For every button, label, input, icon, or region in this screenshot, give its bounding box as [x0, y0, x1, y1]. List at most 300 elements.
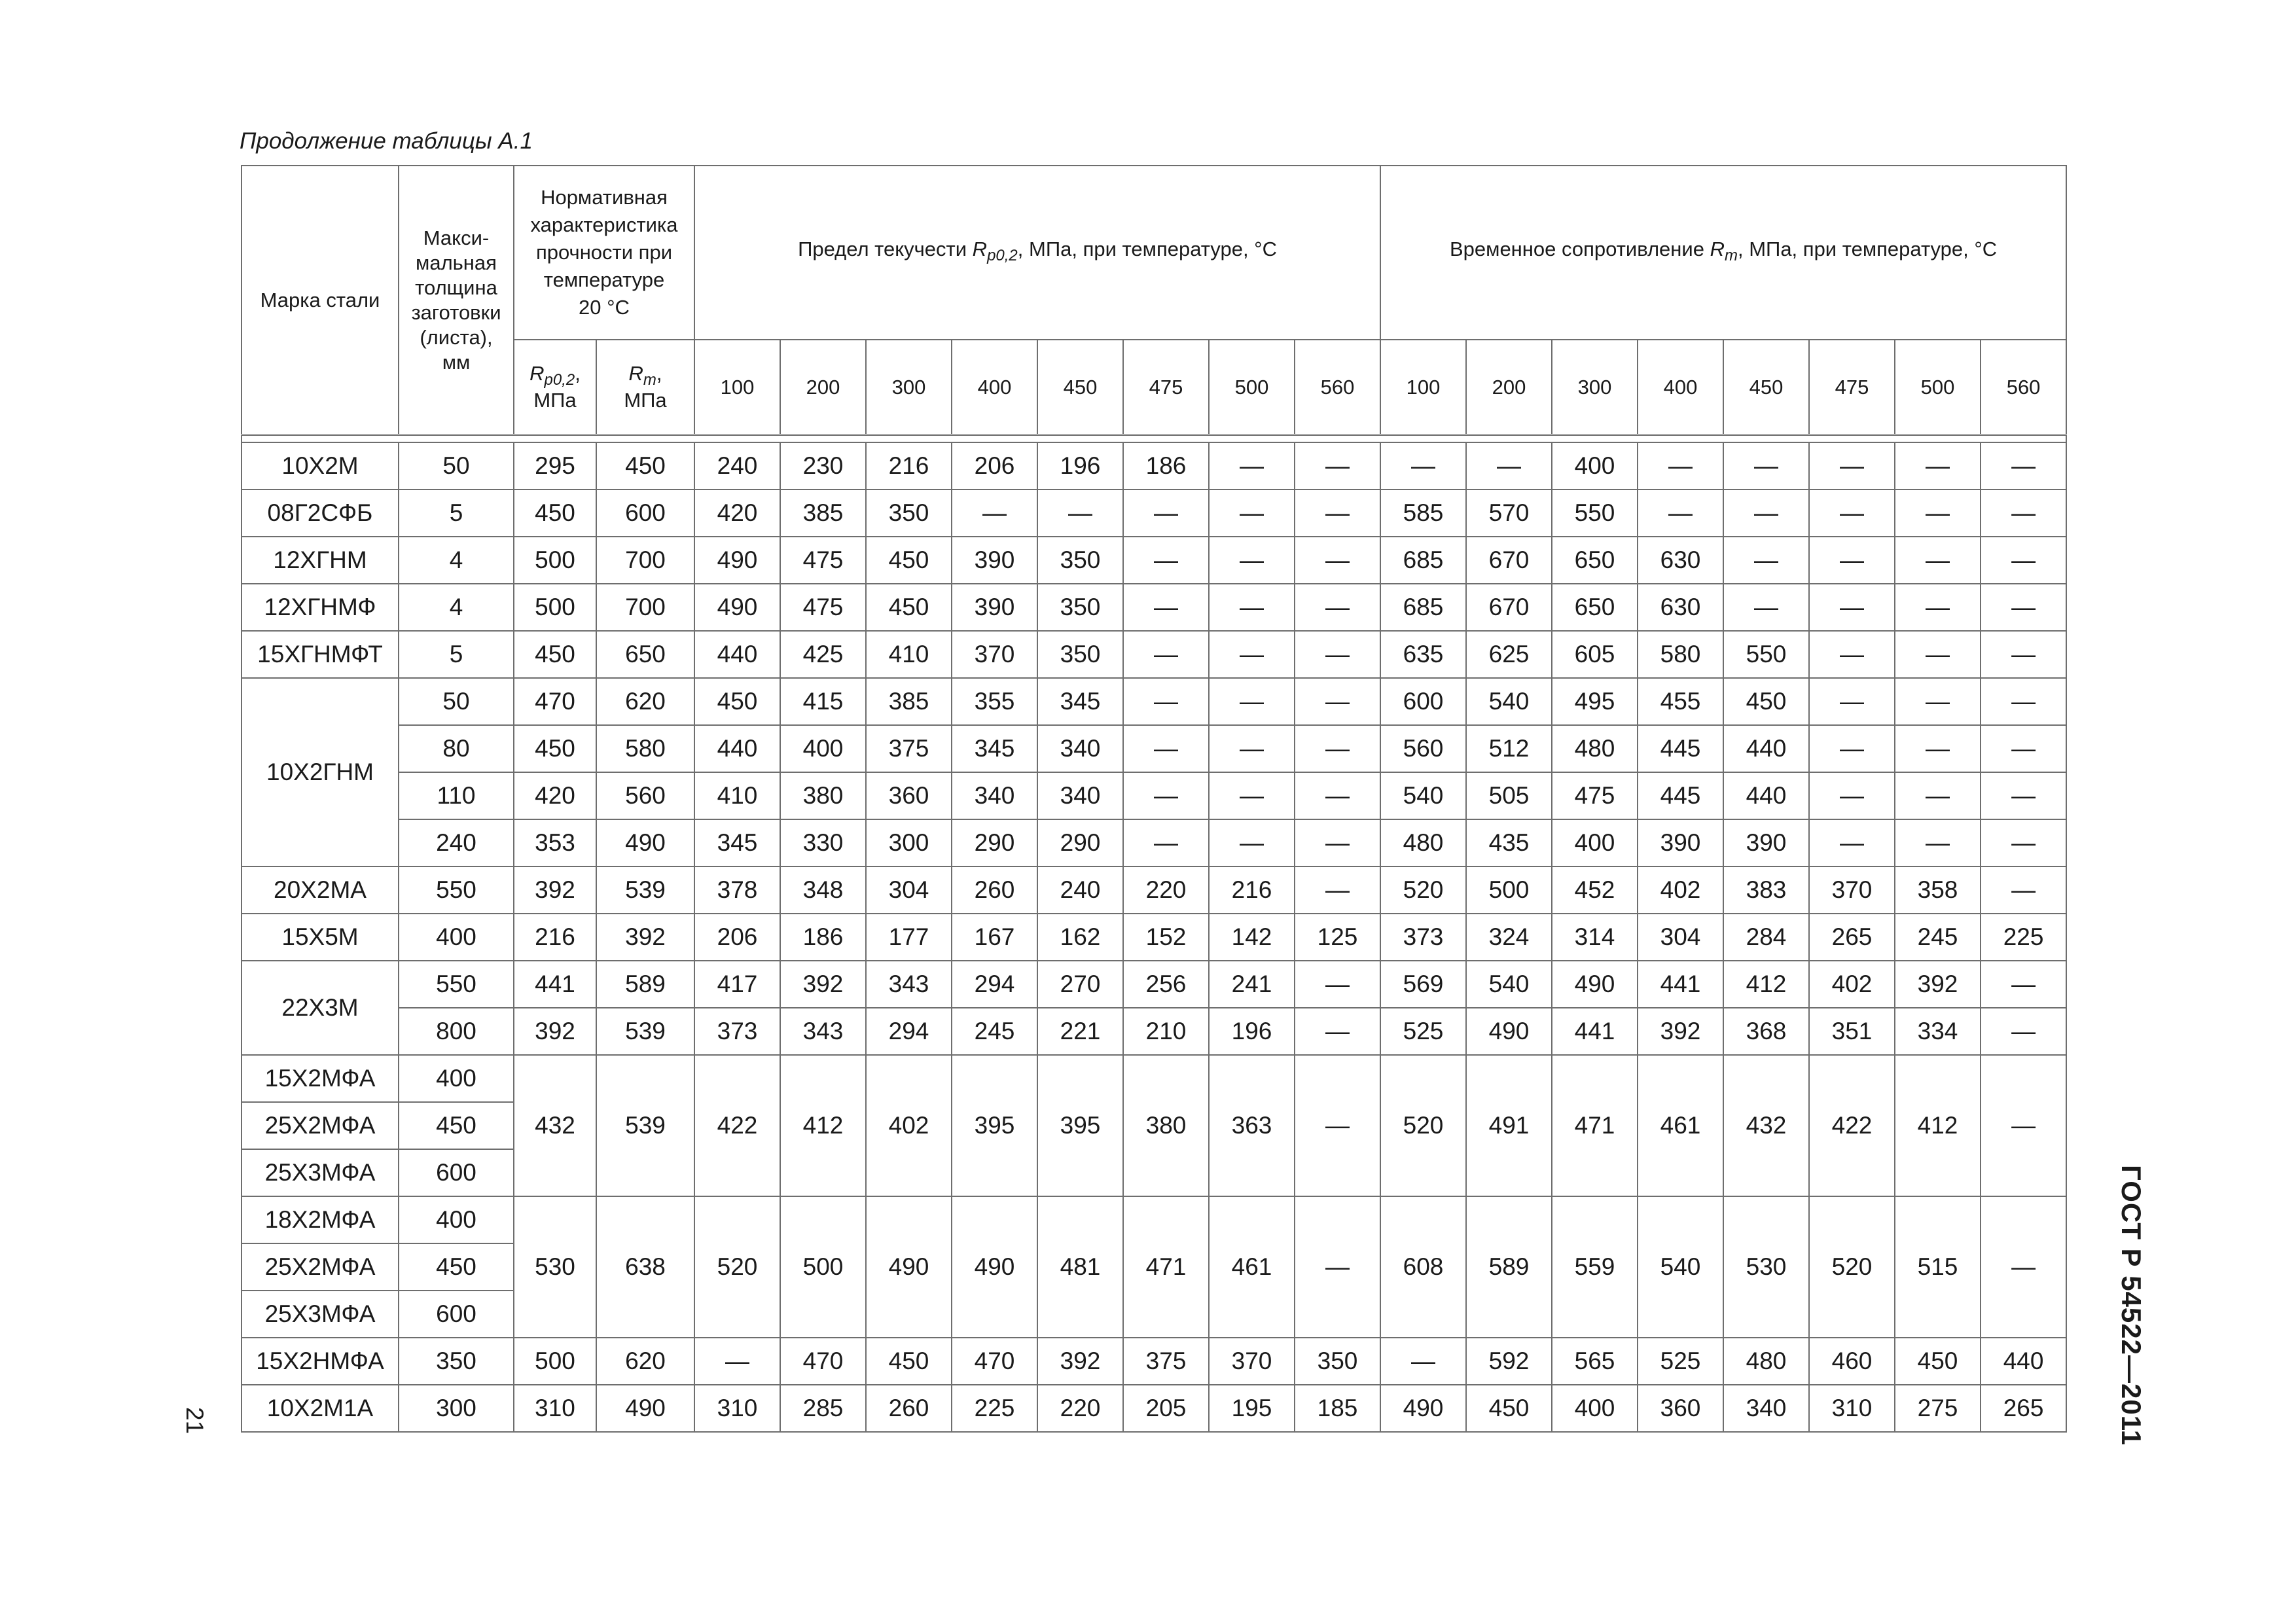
- cell-yield: 370: [952, 631, 1037, 678]
- cell-yield: 220: [1037, 1385, 1123, 1432]
- cell-yield: 475: [780, 584, 866, 631]
- cell-yield: —: [1295, 631, 1380, 678]
- cell-yield: —: [1209, 584, 1295, 631]
- cell-tensile: 351: [1809, 1008, 1895, 1055]
- cell-tensile: 340: [1723, 1385, 1809, 1432]
- cell-tensile: 580: [1638, 631, 1723, 678]
- cell-tensile: 334: [1895, 1008, 1981, 1055]
- cell-tensile: 390: [1638, 819, 1723, 866]
- cell-yield: 370: [1209, 1338, 1295, 1385]
- cell-yield: 210: [1123, 1008, 1209, 1055]
- header-thickness: Макси- мальная толщина заготовки (листа), мм: [399, 166, 514, 435]
- cell-tensile: 608: [1380, 1196, 1466, 1338]
- cell-tensile: 383: [1723, 866, 1809, 914]
- cell-rm-20c: 650: [596, 631, 694, 678]
- cell-thickness: 600: [399, 1291, 514, 1338]
- cell-tensile: 441: [1552, 1008, 1638, 1055]
- cell-yield: 395: [952, 1055, 1037, 1196]
- cell-tensile: 441: [1638, 961, 1723, 1008]
- cell-tensile: 435: [1466, 819, 1552, 866]
- header-tensile-temp: 500: [1895, 340, 1981, 435]
- cell-tensile: 445: [1638, 725, 1723, 772]
- cell-thickness: 80: [399, 725, 514, 772]
- cell-thickness: 400: [399, 1055, 514, 1102]
- cell-tensile: —: [1809, 725, 1895, 772]
- cell-tensile: 515: [1895, 1196, 1981, 1338]
- cell-tensile: —: [1638, 490, 1723, 537]
- cell-tensile: 570: [1466, 490, 1552, 537]
- cell-yield: —: [1295, 442, 1380, 490]
- cell-grade: 15Х5М: [242, 914, 399, 961]
- cell-yield: 345: [952, 725, 1037, 772]
- separator: [242, 435, 2066, 443]
- cell-rm-20c: 450: [596, 442, 694, 490]
- cell-thickness: 4: [399, 584, 514, 631]
- cell-yield: 350: [1037, 631, 1123, 678]
- cell-thickness: 450: [399, 1102, 514, 1149]
- cell-tensile: —: [1809, 819, 1895, 866]
- cell-tensile: —: [1895, 678, 1981, 725]
- cell-tensile: —: [1723, 490, 1809, 537]
- cell-grade: 15Х2НМФА: [242, 1338, 399, 1385]
- cell-tensile: —: [1981, 1008, 2066, 1055]
- cell-tensile: 550: [1552, 490, 1638, 537]
- cell-tensile: —: [1981, 725, 2066, 772]
- cell-tensile: 450: [1466, 1385, 1552, 1432]
- header-rp02: $R_{р0,2}$, МПа: [514, 340, 596, 435]
- cell-thickness: 550: [399, 961, 514, 1008]
- cell-yield: 343: [866, 961, 952, 1008]
- cell-rm-20c: 560: [596, 772, 694, 819]
- cell-yield: 400: [780, 725, 866, 772]
- cell-yield: —: [1295, 1055, 1380, 1196]
- cell-tensile: —: [1981, 1055, 2066, 1196]
- cell-thickness: 400: [399, 914, 514, 961]
- header-norm-strength: Нормативная характеристика прочности при температуре 20 °С: [514, 166, 694, 340]
- header-tensile-temp: 475: [1809, 340, 1895, 435]
- header-tensile-temp: 200: [1466, 340, 1552, 435]
- cell-yield: 450: [866, 537, 952, 584]
- cell-rp02-20c: 420: [514, 772, 596, 819]
- cell-yield: 340: [1037, 772, 1123, 819]
- cell-yield: 195: [1209, 1385, 1295, 1432]
- cell-rm-20c: 700: [596, 584, 694, 631]
- cell-yield: 142: [1209, 914, 1295, 961]
- cell-tensile: —: [1809, 678, 1895, 725]
- cell-rp02-20c: 500: [514, 584, 596, 631]
- cell-tensile: —: [1809, 537, 1895, 584]
- cell-tensile: —: [1723, 442, 1809, 490]
- header-tensile-temp: 400: [1638, 340, 1723, 435]
- cell-yield: 450: [866, 1338, 952, 1385]
- cell-yield: 125: [1295, 914, 1380, 961]
- cell-thickness: 50: [399, 442, 514, 490]
- cell-yield: 440: [694, 725, 780, 772]
- header-yield-temp: 500: [1209, 340, 1295, 435]
- cell-tensile: 455: [1638, 678, 1723, 725]
- header-yield-temp: 100: [694, 340, 780, 435]
- header-tensile-temp: 100: [1380, 340, 1466, 435]
- cell-tensile: 440: [1723, 725, 1809, 772]
- cell-grade: 10Х2М: [242, 442, 399, 490]
- cell-tensile: 225: [1981, 914, 2066, 961]
- cell-yield: —: [1209, 537, 1295, 584]
- cell-tensile: 461: [1638, 1055, 1723, 1196]
- cell-thickness: 240: [399, 819, 514, 866]
- cell-rm-20c: 539: [596, 1055, 694, 1196]
- cell-tensile: 402: [1809, 961, 1895, 1008]
- cell-tensile: —: [1981, 537, 2066, 584]
- header-yield-strength: Предел текучести $R_{р0,2}$, МПа, при температуре, °С: [694, 166, 1380, 340]
- cell-tensile: 314: [1552, 914, 1638, 961]
- cell-yield: 225: [952, 1385, 1037, 1432]
- cell-yield: 440: [694, 631, 780, 678]
- cell-rm-20c: 580: [596, 725, 694, 772]
- cell-yield: 340: [952, 772, 1037, 819]
- cell-tensile: 412: [1895, 1055, 1981, 1196]
- cell-yield: 363: [1209, 1055, 1295, 1196]
- cell-yield: 245: [952, 1008, 1037, 1055]
- cell-yield: 343: [780, 1008, 866, 1055]
- cell-yield: 350: [1295, 1338, 1380, 1385]
- cell-tensile: 460: [1809, 1338, 1895, 1385]
- cell-yield: 240: [694, 442, 780, 490]
- cell-tensile: —: [1809, 442, 1895, 490]
- cell-thickness: 450: [399, 1243, 514, 1291]
- cell-yield: 216: [1209, 866, 1295, 914]
- cell-tensile: 392: [1895, 961, 1981, 1008]
- table-row: [242, 1055, 2066, 1102]
- cell-tensile: —: [1981, 584, 2066, 631]
- cell-tensile: 450: [1895, 1338, 1981, 1385]
- cell-yield: 395: [1037, 1055, 1123, 1196]
- cell-yield: —: [952, 490, 1037, 537]
- cell-tensile: 490: [1466, 1008, 1552, 1055]
- cell-tensile: —: [1466, 442, 1552, 490]
- cell-rm-20c: 392: [596, 914, 694, 961]
- cell-grade: 20Х2МА: [242, 866, 399, 914]
- cell-yield: 392: [780, 961, 866, 1008]
- cell-tensile: —: [1981, 961, 2066, 1008]
- cell-grade: 18Х2МФА: [242, 1196, 399, 1243]
- cell-tensile: —: [1809, 772, 1895, 819]
- table-row: [242, 678, 2066, 725]
- cell-yield: 260: [952, 866, 1037, 914]
- cell-yield: 285: [780, 1385, 866, 1432]
- cell-tensile: —: [1981, 678, 2066, 725]
- cell-tensile: 358: [1895, 866, 1981, 914]
- cell-yield: —: [1295, 772, 1380, 819]
- cell-yield: 415: [780, 678, 866, 725]
- cell-yield: —: [1295, 961, 1380, 1008]
- cell-rp02-20c: 392: [514, 866, 596, 914]
- cell-tensile: 585: [1380, 490, 1466, 537]
- cell-yield: 206: [694, 914, 780, 961]
- cell-yield: 375: [1123, 1338, 1209, 1385]
- cell-tensile: 540: [1466, 678, 1552, 725]
- cell-tensile: 540: [1466, 961, 1552, 1008]
- cell-tensile: —: [1981, 772, 2066, 819]
- cell-yield: 470: [780, 1338, 866, 1385]
- cell-yield: —: [1295, 537, 1380, 584]
- cell-yield: 390: [952, 537, 1037, 584]
- cell-rm-20c: 638: [596, 1196, 694, 1338]
- cell-yield: 177: [866, 914, 952, 961]
- cell-yield: —: [1295, 678, 1380, 725]
- table-row: [242, 537, 2066, 584]
- table-row: [242, 1385, 2066, 1432]
- cell-yield: 412: [780, 1055, 866, 1196]
- cell-grade: 15Х2МФА: [242, 1055, 399, 1102]
- cell-yield: 230: [780, 442, 866, 490]
- cell-tensile: 400: [1552, 1385, 1638, 1432]
- cell-tensile: 480: [1552, 725, 1638, 772]
- cell-tensile: 422: [1809, 1055, 1895, 1196]
- cell-tensile: 390: [1723, 819, 1809, 866]
- cell-yield: 402: [866, 1055, 952, 1196]
- cell-yield: 380: [780, 772, 866, 819]
- cell-yield: 392: [1037, 1338, 1123, 1385]
- cell-tensile: 565: [1552, 1338, 1638, 1385]
- cell-yield: 520: [694, 1196, 780, 1338]
- cell-rp02-20c: 392: [514, 1008, 596, 1055]
- cell-yield: —: [1037, 490, 1123, 537]
- cell-tensile: 670: [1466, 537, 1552, 584]
- cell-tensile: 625: [1466, 631, 1552, 678]
- cell-tensile: —: [1380, 1338, 1466, 1385]
- cell-rp02-20c: 295: [514, 442, 596, 490]
- cell-tensile: 560: [1380, 725, 1466, 772]
- cell-tensile: 540: [1380, 772, 1466, 819]
- cell-tensile: 500: [1466, 866, 1552, 914]
- header-yield-temp: 450: [1037, 340, 1123, 435]
- cell-yield: 241: [1209, 961, 1295, 1008]
- cell-yield: —: [1123, 584, 1209, 631]
- header-yield-temp: 300: [866, 340, 952, 435]
- cell-tensile: 265: [1981, 1385, 2066, 1432]
- cell-rp02-20c: 450: [514, 725, 596, 772]
- cell-thickness: 350: [399, 1338, 514, 1385]
- cell-tensile: 368: [1723, 1008, 1809, 1055]
- cell-yield: —: [1295, 866, 1380, 914]
- cell-yield: 304: [866, 866, 952, 914]
- cell-tensile: —: [1981, 866, 2066, 914]
- cell-tensile: 432: [1723, 1055, 1809, 1196]
- cell-yield: 350: [866, 490, 952, 537]
- cell-tensile: 512: [1466, 725, 1552, 772]
- cell-tensile: 392: [1638, 1008, 1723, 1055]
- header-tensile-temp: 300: [1552, 340, 1638, 435]
- cell-tensile: 284: [1723, 914, 1809, 961]
- cell-tensile: 600: [1380, 678, 1466, 725]
- cell-yield: 186: [1123, 442, 1209, 490]
- cell-yield: 373: [694, 1008, 780, 1055]
- cell-yield: 420: [694, 490, 780, 537]
- cell-yield: 461: [1209, 1196, 1295, 1338]
- cell-tensile: 520: [1380, 1055, 1466, 1196]
- cell-rm-20c: 539: [596, 866, 694, 914]
- cell-tensile: 490: [1552, 961, 1638, 1008]
- cell-tensile: —: [1981, 631, 2066, 678]
- header-tensile-temp: 450: [1723, 340, 1809, 435]
- cell-yield: 375: [866, 725, 952, 772]
- cell-tensile: 452: [1552, 866, 1638, 914]
- cell-rp02-20c: 216: [514, 914, 596, 961]
- cell-yield: —: [1209, 725, 1295, 772]
- table-row: [242, 442, 2066, 490]
- steel-properties-table: [241, 165, 2067, 1433]
- cell-grade: 10Х2М1А: [242, 1385, 399, 1432]
- table-row: [242, 772, 2066, 819]
- cell-yield: 260: [866, 1385, 952, 1432]
- cell-tensile: 630: [1638, 537, 1723, 584]
- table-row: [242, 1338, 2066, 1385]
- cell-yield: 490: [694, 584, 780, 631]
- cell-yield: 290: [952, 819, 1037, 866]
- cell-tensile: 400: [1552, 442, 1638, 490]
- cell-tensile: —: [1809, 631, 1895, 678]
- cell-grade: 25Х3МФА: [242, 1149, 399, 1196]
- header-tensile-strength: Временное сопротивление $R_m$, МПа, при температуре, °С: [1380, 166, 2066, 340]
- cell-rm-20c: 620: [596, 678, 694, 725]
- cell-grade: 25Х2МФА: [242, 1243, 399, 1291]
- cell-yield: 471: [1123, 1196, 1209, 1338]
- cell-grade: 10Х2ГНМ: [242, 678, 399, 866]
- cell-tensile: 360: [1638, 1385, 1723, 1432]
- cell-yield: 167: [952, 914, 1037, 961]
- cell-yield: 345: [694, 819, 780, 866]
- cell-yield: 481: [1037, 1196, 1123, 1338]
- header-yield-temp: 200: [780, 340, 866, 435]
- cell-yield: 240: [1037, 866, 1123, 914]
- cell-tensile: —: [1895, 631, 1981, 678]
- cell-tensile: 471: [1552, 1055, 1638, 1196]
- cell-yield: 410: [694, 772, 780, 819]
- cell-tensile: 540: [1638, 1196, 1723, 1338]
- cell-yield: 206: [952, 442, 1037, 490]
- cell-yield: —: [1295, 819, 1380, 866]
- table-row: [242, 819, 2066, 866]
- cell-rm-20c: 620: [596, 1338, 694, 1385]
- cell-rm-20c: 589: [596, 961, 694, 1008]
- cell-yield: —: [1123, 537, 1209, 584]
- cell-thickness: 300: [399, 1385, 514, 1432]
- cell-tensile: 400: [1552, 819, 1638, 866]
- cell-tensile: 275: [1895, 1385, 1981, 1432]
- cell-grade: 15ХГНМФТ: [242, 631, 399, 678]
- cell-yield: 390: [952, 584, 1037, 631]
- cell-yield: 417: [694, 961, 780, 1008]
- cell-tensile: —: [1809, 584, 1895, 631]
- cell-yield: —: [1295, 725, 1380, 772]
- table-row: [242, 1196, 2066, 1243]
- cell-tensile: 635: [1380, 631, 1466, 678]
- cell-yield: 216: [866, 442, 952, 490]
- cell-yield: 450: [694, 678, 780, 725]
- header-yield-temp: 400: [952, 340, 1037, 435]
- cell-yield: 425: [780, 631, 866, 678]
- cell-rm-20c: 600: [596, 490, 694, 537]
- cell-yield: 385: [866, 678, 952, 725]
- cell-yield: 310: [694, 1385, 780, 1432]
- cell-tensile: 245: [1895, 914, 1981, 961]
- cell-yield: —: [1123, 631, 1209, 678]
- table-row: [242, 584, 2066, 631]
- cell-yield: 186: [780, 914, 866, 961]
- cell-tensile: 650: [1552, 584, 1638, 631]
- cell-yield: 196: [1037, 442, 1123, 490]
- cell-yield: —: [1123, 819, 1209, 866]
- table-caption: Продолжение таблицы А.1: [240, 128, 533, 154]
- cell-tensile: 550: [1723, 631, 1809, 678]
- cell-tensile: —: [1895, 490, 1981, 537]
- cell-yield: 330: [780, 819, 866, 866]
- cell-yield: 490: [952, 1196, 1037, 1338]
- cell-tensile: 491: [1466, 1055, 1552, 1196]
- table-row: [242, 631, 2066, 678]
- cell-tensile: 440: [1723, 772, 1809, 819]
- cell-yield: 220: [1123, 866, 1209, 914]
- cell-tensile: 520: [1380, 866, 1466, 914]
- cell-thickness: 800: [399, 1008, 514, 1055]
- table-row: [242, 961, 2066, 1008]
- cell-yield: 350: [1037, 537, 1123, 584]
- cell-tensile: —: [1895, 584, 1981, 631]
- cell-tensile: —: [1895, 725, 1981, 772]
- cell-tensile: 525: [1638, 1338, 1723, 1385]
- table-row: [242, 490, 2066, 537]
- cell-yield: —: [1209, 490, 1295, 537]
- cell-rp02-20c: 450: [514, 490, 596, 537]
- cell-tensile: 402: [1638, 866, 1723, 914]
- cell-yield: 290: [1037, 819, 1123, 866]
- cell-tensile: 490: [1380, 1385, 1466, 1432]
- cell-yield: —: [1123, 772, 1209, 819]
- cell-rp02-20c: 441: [514, 961, 596, 1008]
- cell-tensile: —: [1981, 442, 2066, 490]
- cell-yield: 300: [866, 819, 952, 866]
- cell-tensile: 412: [1723, 961, 1809, 1008]
- cell-tensile: 592: [1466, 1338, 1552, 1385]
- cell-yield: 360: [866, 772, 952, 819]
- cell-grade: 12ХГНМФ: [242, 584, 399, 631]
- header-rm: $R_m$, МПа: [596, 340, 694, 435]
- cell-rm-20c: 700: [596, 537, 694, 584]
- cell-yield: 345: [1037, 678, 1123, 725]
- cell-rp02-20c: 310: [514, 1385, 596, 1432]
- cell-tensile: —: [1638, 442, 1723, 490]
- cell-tensile: 265: [1809, 914, 1895, 961]
- cell-yield: 475: [780, 537, 866, 584]
- cell-tensile: 650: [1552, 537, 1638, 584]
- cell-tensile: 310: [1809, 1385, 1895, 1432]
- cell-rp02-20c: 500: [514, 1338, 596, 1385]
- table-row: [242, 1008, 2066, 1055]
- cell-tensile: 589: [1466, 1196, 1552, 1338]
- cell-yield: —: [1209, 631, 1295, 678]
- cell-yield: 380: [1123, 1055, 1209, 1196]
- cell-rp02-20c: 470: [514, 678, 596, 725]
- table-body: [242, 442, 2066, 1432]
- cell-rp02-20c: 432: [514, 1055, 596, 1196]
- cell-tensile: 440: [1981, 1338, 2066, 1385]
- cell-yield: 422: [694, 1055, 780, 1196]
- cell-tensile: —: [1981, 490, 2066, 537]
- cell-tensile: 480: [1380, 819, 1466, 866]
- cell-tensile: —: [1895, 772, 1981, 819]
- cell-yield: 450: [866, 584, 952, 631]
- cell-tensile: 530: [1723, 1196, 1809, 1338]
